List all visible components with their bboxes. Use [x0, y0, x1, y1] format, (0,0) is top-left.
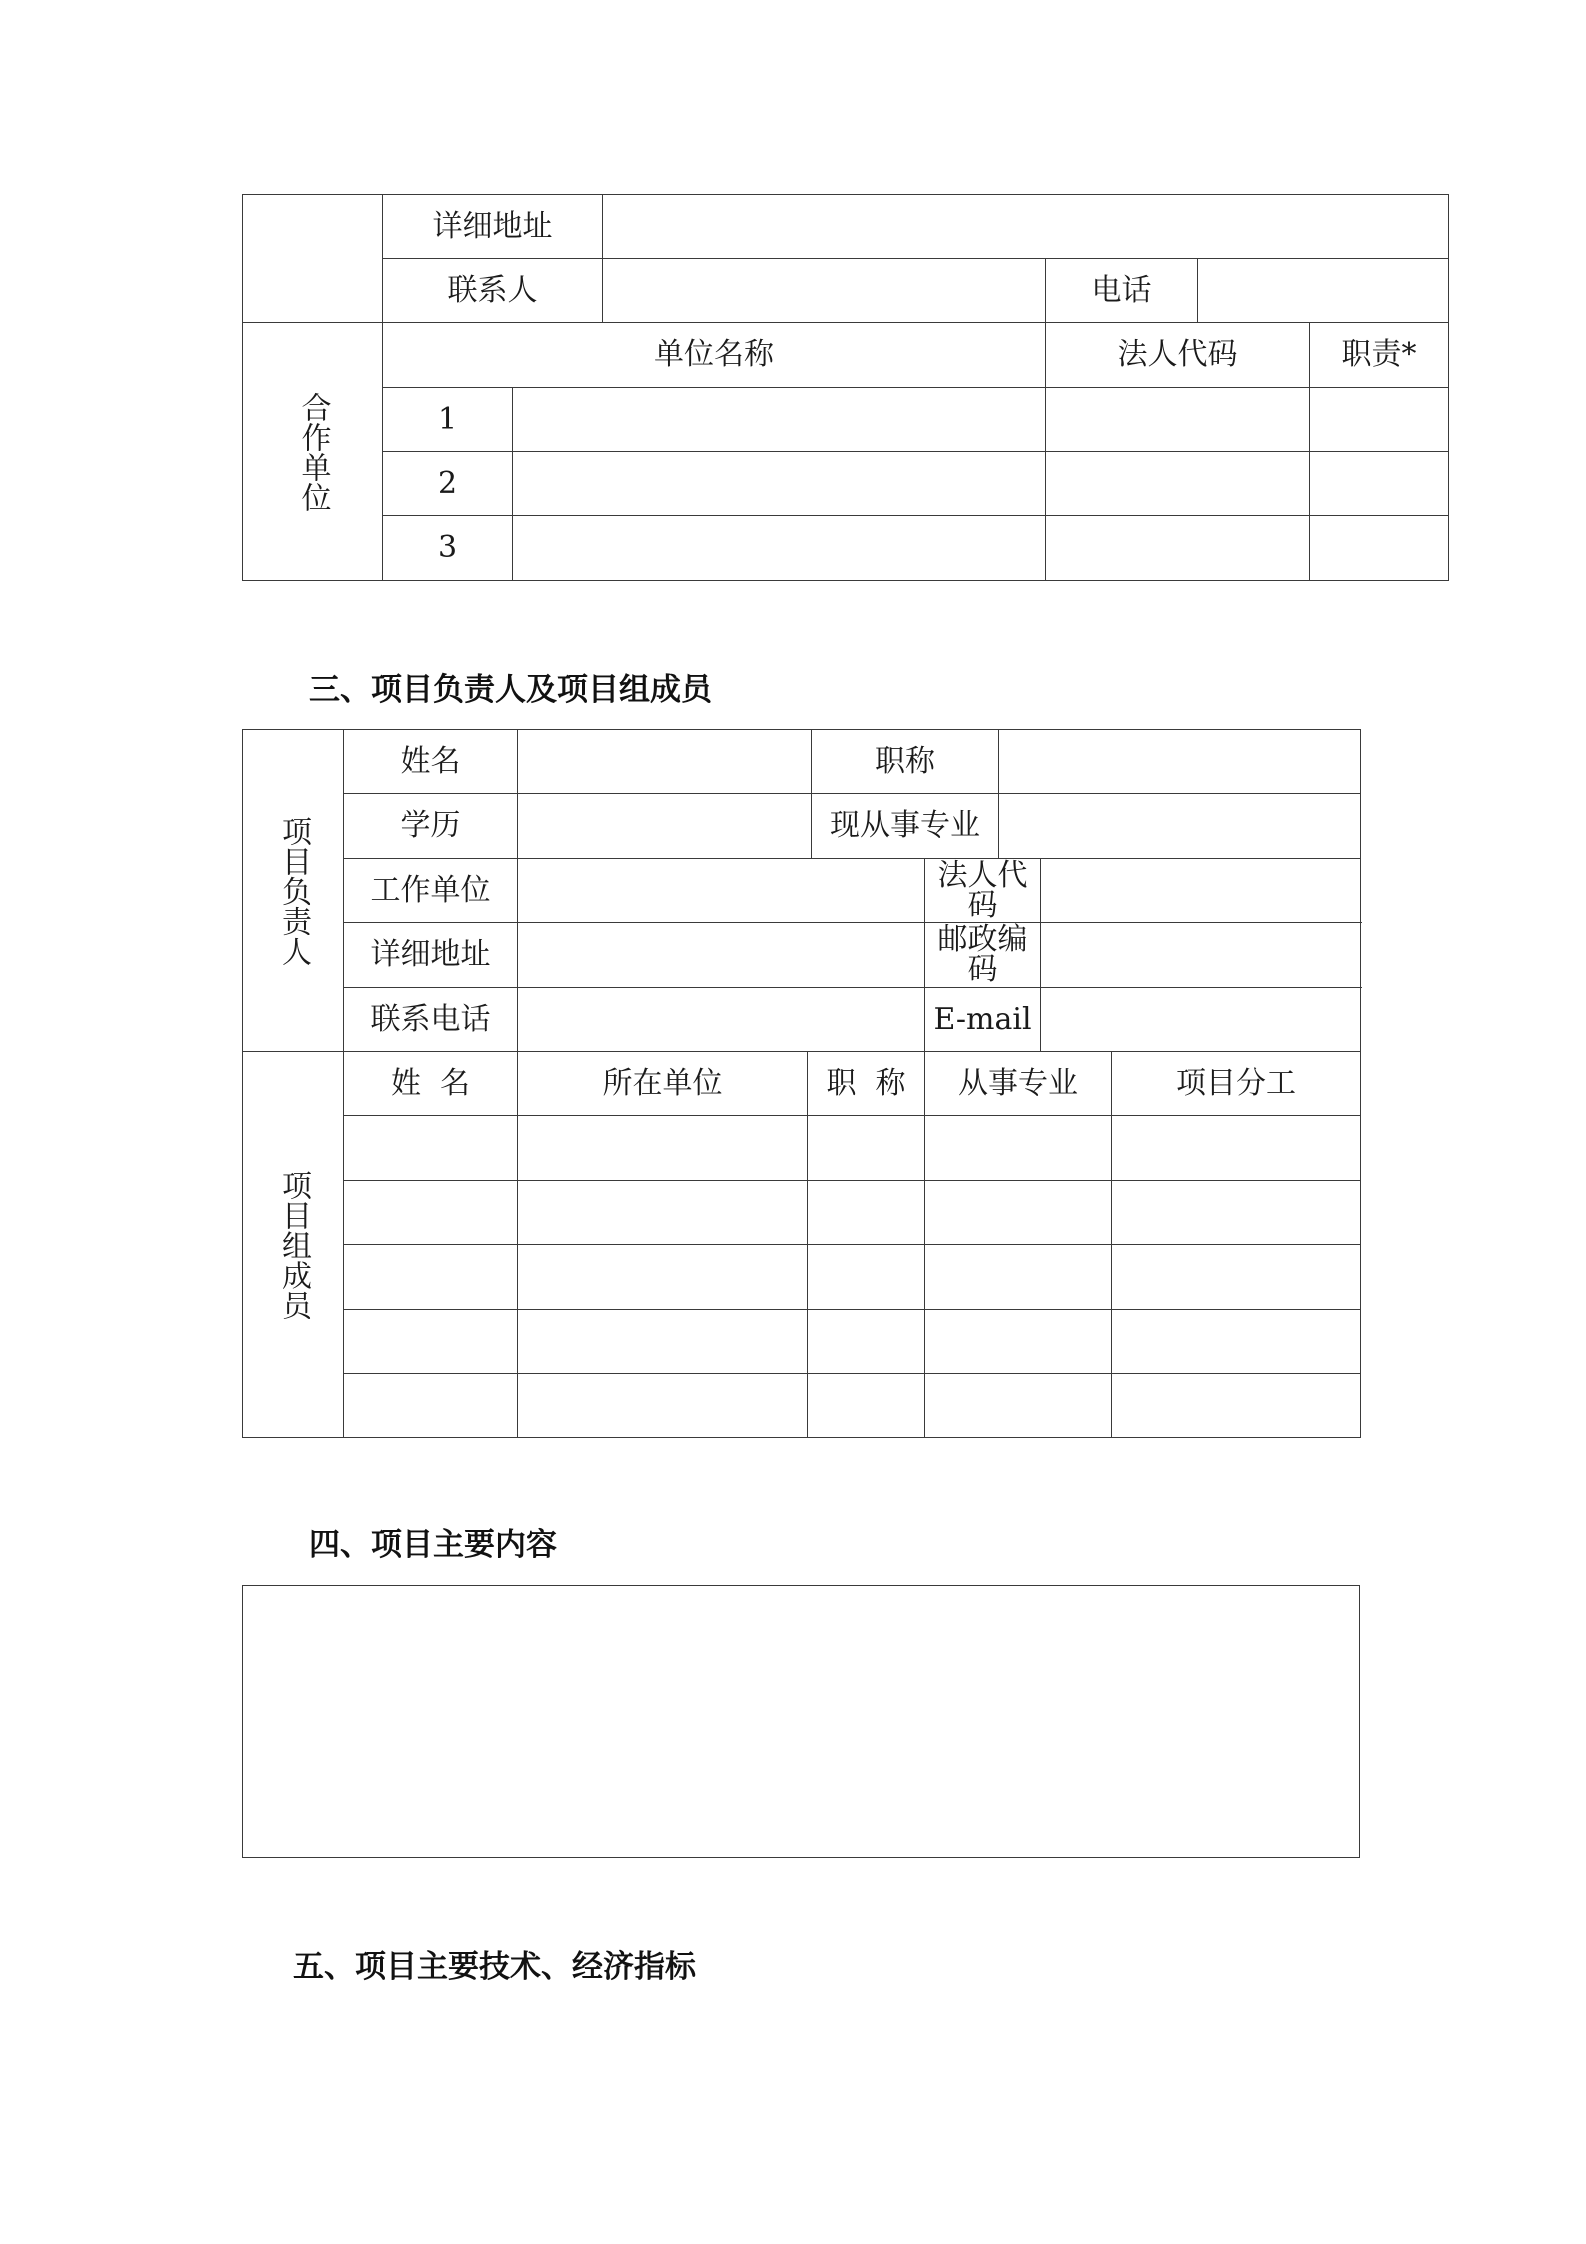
- member-name-field[interactable]: [344, 1116, 518, 1181]
- section4-heading: 四、项目主要内容: [309, 1527, 557, 1563]
- legal-code-field[interactable]: [1046, 388, 1310, 452]
- name-label: 姓名: [344, 730, 518, 794]
- member-name-field[interactable]: [344, 1245, 518, 1310]
- address-label: 详细地址: [344, 923, 518, 988]
- project-members-table: [242, 729, 1361, 1438]
- member-unit-field[interactable]: [518, 1310, 808, 1374]
- member-name-field[interactable]: [344, 1374, 518, 1438]
- blank-cell: [243, 195, 383, 323]
- contact-field[interactable]: [603, 259, 1046, 323]
- member-role-field[interactable]: [1112, 1245, 1361, 1310]
- member-major-field[interactable]: [925, 1245, 1112, 1310]
- member-title-header: 职 称: [808, 1052, 925, 1116]
- row-number: 3: [383, 516, 513, 581]
- work-unit-label: 工作单位: [344, 859, 518, 923]
- member-major-field[interactable]: [925, 1116, 1112, 1181]
- unit-name-field[interactable]: [513, 516, 1046, 581]
- title-label: 职称: [812, 730, 999, 794]
- contact-label: 联系人: [383, 259, 603, 323]
- phone-field[interactable]: [518, 988, 925, 1052]
- member-role-field[interactable]: [1112, 1310, 1361, 1374]
- cooperation-table: [242, 194, 1449, 581]
- member-major-field[interactable]: [925, 1181, 1112, 1245]
- address-label: 详细地址: [383, 195, 603, 259]
- member-unit-field[interactable]: [518, 1181, 808, 1245]
- major-field[interactable]: [999, 794, 1361, 859]
- member-unit-header: 所在单位: [518, 1052, 808, 1116]
- member-major-header: 从事专业: [925, 1052, 1112, 1116]
- work-unit-field[interactable]: [518, 859, 925, 923]
- row-number: 2: [383, 452, 513, 516]
- member-title-field[interactable]: [808, 1374, 925, 1438]
- duty-field[interactable]: [1310, 516, 1449, 581]
- legal-code-header: 法人代码: [1046, 323, 1310, 388]
- education-field[interactable]: [518, 794, 812, 859]
- title-field[interactable]: [999, 730, 1361, 794]
- member-role-field[interactable]: [1112, 1116, 1361, 1181]
- member-role-header: 项目分工: [1112, 1052, 1361, 1116]
- legal-code-field[interactable]: [1041, 859, 1361, 923]
- member-role-field[interactable]: [1112, 1181, 1361, 1245]
- member-title-field[interactable]: [808, 1116, 925, 1181]
- leader-label: 项目负责人: [276, 815, 311, 966]
- email-field[interactable]: [1041, 988, 1361, 1052]
- section5-heading: 五、项目主要技术、经济指标: [293, 1949, 696, 1985]
- address-field[interactable]: [603, 195, 1449, 259]
- unit-name-field[interactable]: [513, 388, 1046, 452]
- unit-name-field[interactable]: [513, 452, 1046, 516]
- name-field[interactable]: [518, 730, 812, 794]
- member-name-header: 姓 名: [344, 1052, 518, 1116]
- main-content-box[interactable]: [242, 1585, 1360, 1858]
- duty-field[interactable]: [1310, 452, 1449, 516]
- legal-code-field[interactable]: [1046, 452, 1310, 516]
- address-field[interactable]: [518, 923, 925, 988]
- member-title-field[interactable]: [808, 1245, 925, 1310]
- row-number: 1: [383, 388, 513, 452]
- duty-header: 职责*: [1310, 323, 1449, 388]
- member-name-field[interactable]: [344, 1310, 518, 1374]
- phone-field[interactable]: [1198, 259, 1449, 323]
- major-label: 现从事专业: [812, 794, 999, 859]
- leader-label-cell: [243, 730, 344, 1052]
- member-unit-field[interactable]: [518, 1245, 808, 1310]
- legal-code-field[interactable]: [1046, 516, 1310, 581]
- members-label: 项目组成员: [276, 1169, 311, 1320]
- duty-field[interactable]: [1310, 388, 1449, 452]
- member-major-field[interactable]: [925, 1374, 1112, 1438]
- member-unit-field[interactable]: [518, 1116, 808, 1181]
- postcode-field[interactable]: [1041, 923, 1361, 988]
- postcode-label: 邮政编码: [925, 923, 1041, 988]
- member-unit-field[interactable]: [518, 1374, 808, 1438]
- members-label-cell: [243, 1052, 344, 1438]
- coop-unit-label: 合作单位: [295, 391, 331, 512]
- member-title-field[interactable]: [808, 1181, 925, 1245]
- member-major-field[interactable]: [925, 1310, 1112, 1374]
- member-role-field[interactable]: [1112, 1374, 1361, 1438]
- email-label: E-mail: [925, 988, 1041, 1052]
- education-label: 学历: [344, 794, 518, 859]
- legal-code-label: 法人代码: [925, 859, 1041, 923]
- member-title-field[interactable]: [808, 1310, 925, 1374]
- coop-unit-label-cell: [243, 323, 383, 581]
- phone-label: 联系电话: [344, 988, 518, 1052]
- unit-name-header: 单位名称: [383, 323, 1046, 388]
- phone-label: 电话: [1046, 259, 1198, 323]
- member-name-field[interactable]: [344, 1181, 518, 1245]
- section3-heading: 三、项目负责人及项目组成员: [309, 672, 712, 708]
